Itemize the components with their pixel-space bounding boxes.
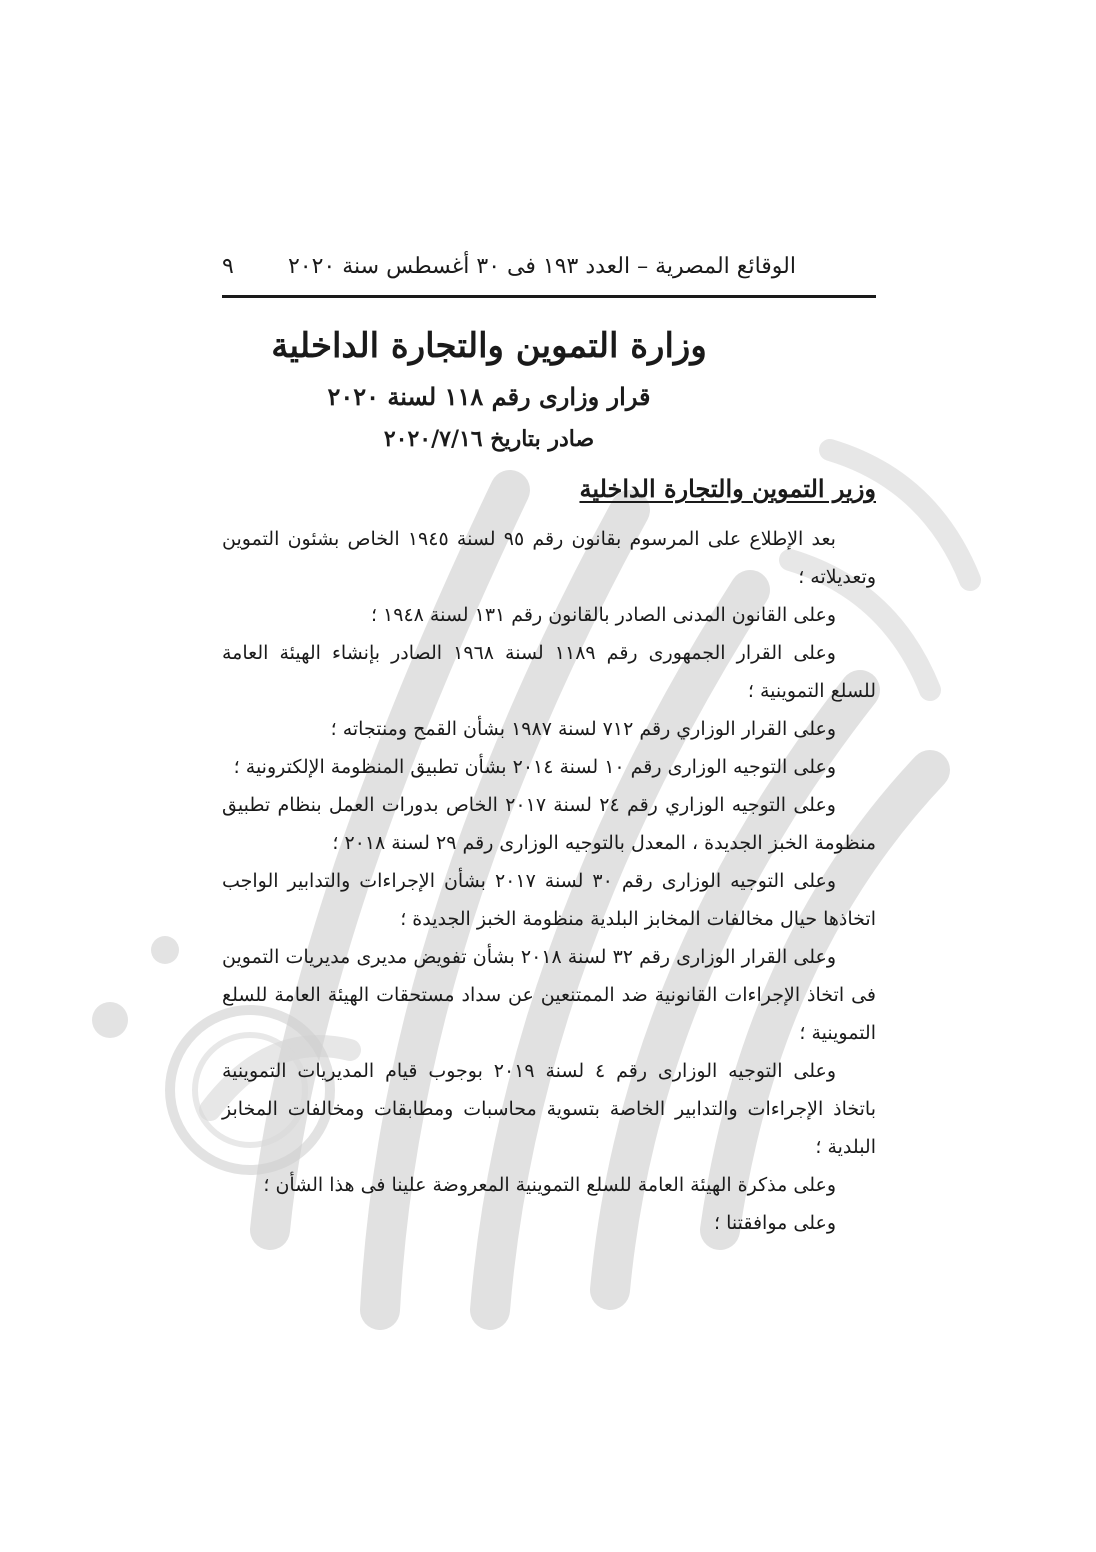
header-rule: [222, 295, 876, 298]
minister-heading: وزير التموين والتجارة الداخلية: [579, 474, 876, 503]
issue-date: صادر بتاريخ ٢٠٢٠/٧/١٦: [383, 426, 595, 452]
preamble-paragraph: وعلى موافقتنا ؛: [714, 1212, 836, 1234]
preamble-paragraph: وعلى القانون المدنى الصادر بالقانون رقم ١٣١ لسنة ١٩٤٨ ؛: [370, 604, 836, 626]
preamble-paragraph: وعلى القرار الوزارى رقم ٣٢ لسنة ٢٠١٨ بشأن تفويض مديرى مديريات التموين فى اتخاذ الإجراءات القانونية ضد الممتنعين عن سداد مستحقات الهيئة العامة للسلع التموينية ؛: [222, 946, 876, 1044]
preamble-paragraph: وعلى القرار الوزاري رقم ٧١٢ لسنة ١٩٨٧ بشأن القمح ومنتجاته ؛: [330, 718, 836, 740]
page-number: ٩: [222, 254, 234, 279]
preamble-paragraph: بعد الإطلاع على المرسوم بقانون رقم ٩٥ لسنة ١٩٤٥ الخاص بشئون التموين وتعديلاته ؛: [222, 528, 876, 588]
preamble-paragraph: وعلى التوجيه الوزارى رقم ٣٠ لسنة ٢٠١٧ بشأن الإجراءات والتدابير الواجب اتخاذها حيال مخالفات المخابز البلدية منظومة الخبز الجديدة ؛: [222, 870, 876, 930]
gazette-title: الوقائع المصرية – العدد ١٩٣ فى ٣٠ أغسطس سنة ٢٠٢٠: [287, 254, 796, 279]
preamble-paragraph: وعلى مذكرة الهيئة العامة للسلع التموينية المعروضة علينا فى هذا الشأن ؛: [263, 1174, 836, 1196]
preamble-paragraph: وعلى القرار الجمهورى رقم ١١٨٩ لسنة ١٩٦٨ الصادر بإنشاء الهيئة العامة للسلع التموينية ؛: [222, 642, 876, 702]
ministry-heading: وزارة التموين والتجارة الداخلية: [271, 326, 707, 366]
preamble-paragraph: وعلى التوجيه الوزارى رقم ٤ لسنة ٢٠١٩ بوجوب قيام المديريات التموينية باتخاذ الإجراءات والتدابير الخاصة بتسوية محاسبات ومطابقات ومخالفات المخابز البلدية ؛: [222, 1060, 876, 1158]
decree-body: [222, 520, 876, 1242]
decree-title: قرار وزارى رقم ١١٨ لسنة ٢٠٢٠: [327, 382, 651, 411]
preamble-paragraph: وعلى التوجيه الوزاري رقم ٢٤ لسنة ٢٠١٧ الخاص بدورات العمل بنظام تطبيق منظومة الخبز الجديدة ، المعدل بالتوجيه الوزارى رقم ٢٩ لسنة ٢٠١٨ ؛: [222, 794, 876, 854]
page-header: [222, 248, 876, 288]
preamble-paragraph: وعلى التوجيه الوزارى رقم ١٠ لسنة ٢٠١٤ بشأن تطبيق المنظومة الإلكترونية ؛: [233, 756, 836, 778]
